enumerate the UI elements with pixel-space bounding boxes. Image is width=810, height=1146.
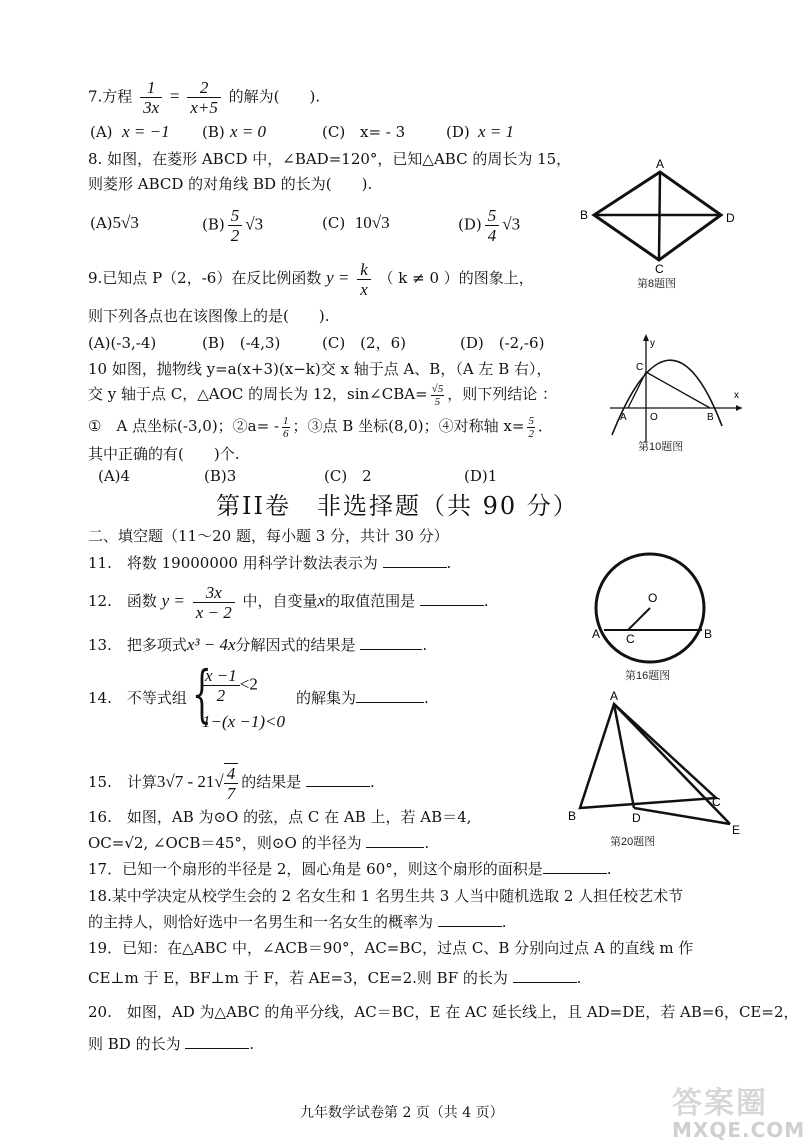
fill-heading: 二、填空题（11～20 题，每小题 3 分，共计 30 分）: [88, 527, 449, 545]
q10-line2: 交 y 轴于点 C，△AOC 的周长为 12，sin∠CBA= $\frac{√5}{5}$ ，则下列结论 ：: [88, 382, 557, 408]
fig20-label-d: D: [632, 811, 641, 825]
fig10-label-c: C: [636, 362, 644, 373]
q9-line2: 则下列各点也在该图像上的是( ).: [88, 307, 330, 325]
fig20-label-e: E: [732, 823, 741, 837]
q10-line3: ① A 点坐标(-3,0)；②a= - $\frac{1}{6}$ ；③点 B 坐标(8,0)；④对称轴 x= $\frac{5}{2}$ ．: [88, 414, 553, 440]
q9-options: (A)(-3,-4) (B) (-4,3) (C) (2，6) (D) (-2,-6): [88, 334, 545, 352]
q10-options: (A)4 (B)3 (C) 2 (D)1: [98, 467, 498, 485]
q19-line2: CE⊥m 于 E，BF⊥m 于 F，若 AE=3，CE=2.则 BF 的长为 .: [88, 969, 582, 987]
q20-line2: 则 BD 的长为 .: [88, 1035, 255, 1053]
q14-stem: 14. 不等式组: [88, 689, 187, 707]
fig16-caption: 第16题图: [625, 670, 671, 682]
figure-16-circle: [590, 548, 720, 680]
q14-brace: {: [192, 657, 212, 730]
q12: 12. 函数 y = $\frac{3x}{x - 2}$ 中，自变量x的取值范围是 .: [88, 582, 489, 622]
q8-line1: 8. 如图，在菱形 ABCD 中，∠BAD=120°，已知△ABC 的周长为 15，: [88, 150, 572, 168]
fig20-label-b: B: [568, 809, 577, 823]
q9-stem: 9.已知点 P（2，-6）在反比例函数 y = $\frac{k}{x}$ （ k ≠ 0 ）的图象上，: [88, 259, 534, 299]
q14-ineq2: 1−(x −1)<0: [202, 712, 286, 731]
fig16-label-c: C: [626, 632, 635, 646]
q10-line4: 其中正确的有( )个.: [88, 445, 240, 463]
fig10-label-a: A: [620, 412, 627, 423]
q20-line1: 20. 如图，AD 为△ABC 的角平分线，AC＝BC，E 在 AC 延长线上，且 AD=DE，若 AB=6，CE=2，: [88, 1003, 799, 1021]
fig8-label-c: C: [655, 262, 664, 276]
figure-8-rhombus: [570, 155, 770, 295]
fig20-label-a: A: [610, 690, 619, 703]
fig10-label-y: y: [650, 338, 655, 349]
fig20-caption: 第20题图: [610, 836, 656, 848]
q7-lhs-fraction: $\frac{1}{3x}$: [140, 78, 162, 117]
page-footer: 九年数学试卷第 2 页（共 4 页）: [300, 1105, 504, 1121]
q11: 11. 将数 19000000 用科学计数法表示为 .: [88, 554, 452, 572]
section-title: 第II卷 非选择题（共 90 分）: [216, 492, 579, 520]
q19-line1: 19．已知：在△ABC 中，∠ACB＝90°，AC=BC，过点 C、B 分别向过点 A 的直线 m 作: [88, 939, 694, 957]
q8-line2: 则菱形 ABCD 的对角线 BD 的长为( ).: [88, 175, 373, 193]
q7-stem: 7.方程 $\frac{1}{3x}$ = $\frac{2}{x+5}$ 的解为( ).: [88, 78, 321, 117]
fig8-label-b: B: [580, 208, 589, 222]
q13: 13. 把多项式x³ − 4x分解因式的结果是 .: [88, 635, 428, 654]
q16-line1: 16. 如图，AB 为⊙O 的弦，点 C 在 AB 上，若 AB＝4,: [88, 808, 472, 826]
q18-line2: 的主持人，则恰好选中一名男生和一名女生的概率为 .: [88, 913, 507, 931]
fig16-label-o: O: [648, 591, 658, 605]
q14-ineq1: $\frac{x -1}{2}$ <2: [202, 666, 258, 705]
fig10-label-o: O: [650, 412, 658, 423]
fig8-label-a: A: [656, 157, 665, 171]
q16-line2: OC=√2, ∠OCB＝45°，则⊙O 的半径为 .: [88, 834, 430, 852]
fig16-label-b: B: [704, 627, 713, 641]
fig16-label-a: A: [592, 627, 601, 641]
q7-rhs-fraction: $\frac{2}{x+5}$: [187, 78, 221, 117]
fig20-label-c: C: [712, 795, 721, 809]
fig10-caption: 第10题图: [638, 441, 684, 453]
fig8-caption: 第8题图: [637, 278, 677, 290]
q15: 15. 计算3√7 - 21√ $\frac{4}{7}$ 的结果是 .: [88, 764, 375, 803]
q8-options: (A)5√3 (B) $\frac{5}{2}$ √3 (C) 10√3 (D) $\frac{5}{4}$ √3: [90, 206, 521, 245]
fig10-label-x: x: [734, 390, 739, 401]
fig8-label-d: D: [726, 211, 735, 225]
figure-10-parabola: [600, 330, 750, 445]
q10-line1: 10 如图，抛物线 y=a(x+3)(x−k)交 x 轴于点 A、B，（A 左 B 右），: [88, 360, 552, 378]
q7-options: (A) x = −1 (B) x = 0 (C) x= - 3 (D) x = 1: [90, 122, 515, 141]
figure-20-triangle: [560, 690, 750, 840]
q18-line1: 18.某中学决定从校学生会的 2 名女生和 1 名男生共 3 人当中随机选取 2 人担任校艺术节: [88, 887, 684, 905]
q17: 17．已知一个扇形的半径是 2，圆心角是 60°，则这个扇形的面积是 .: [88, 860, 612, 878]
fig10-label-b: B: [707, 412, 714, 423]
watermark-logo: 答案圈 MXQE.COM: [672, 1086, 806, 1142]
q14-tail: 的解集为 .: [296, 689, 429, 707]
